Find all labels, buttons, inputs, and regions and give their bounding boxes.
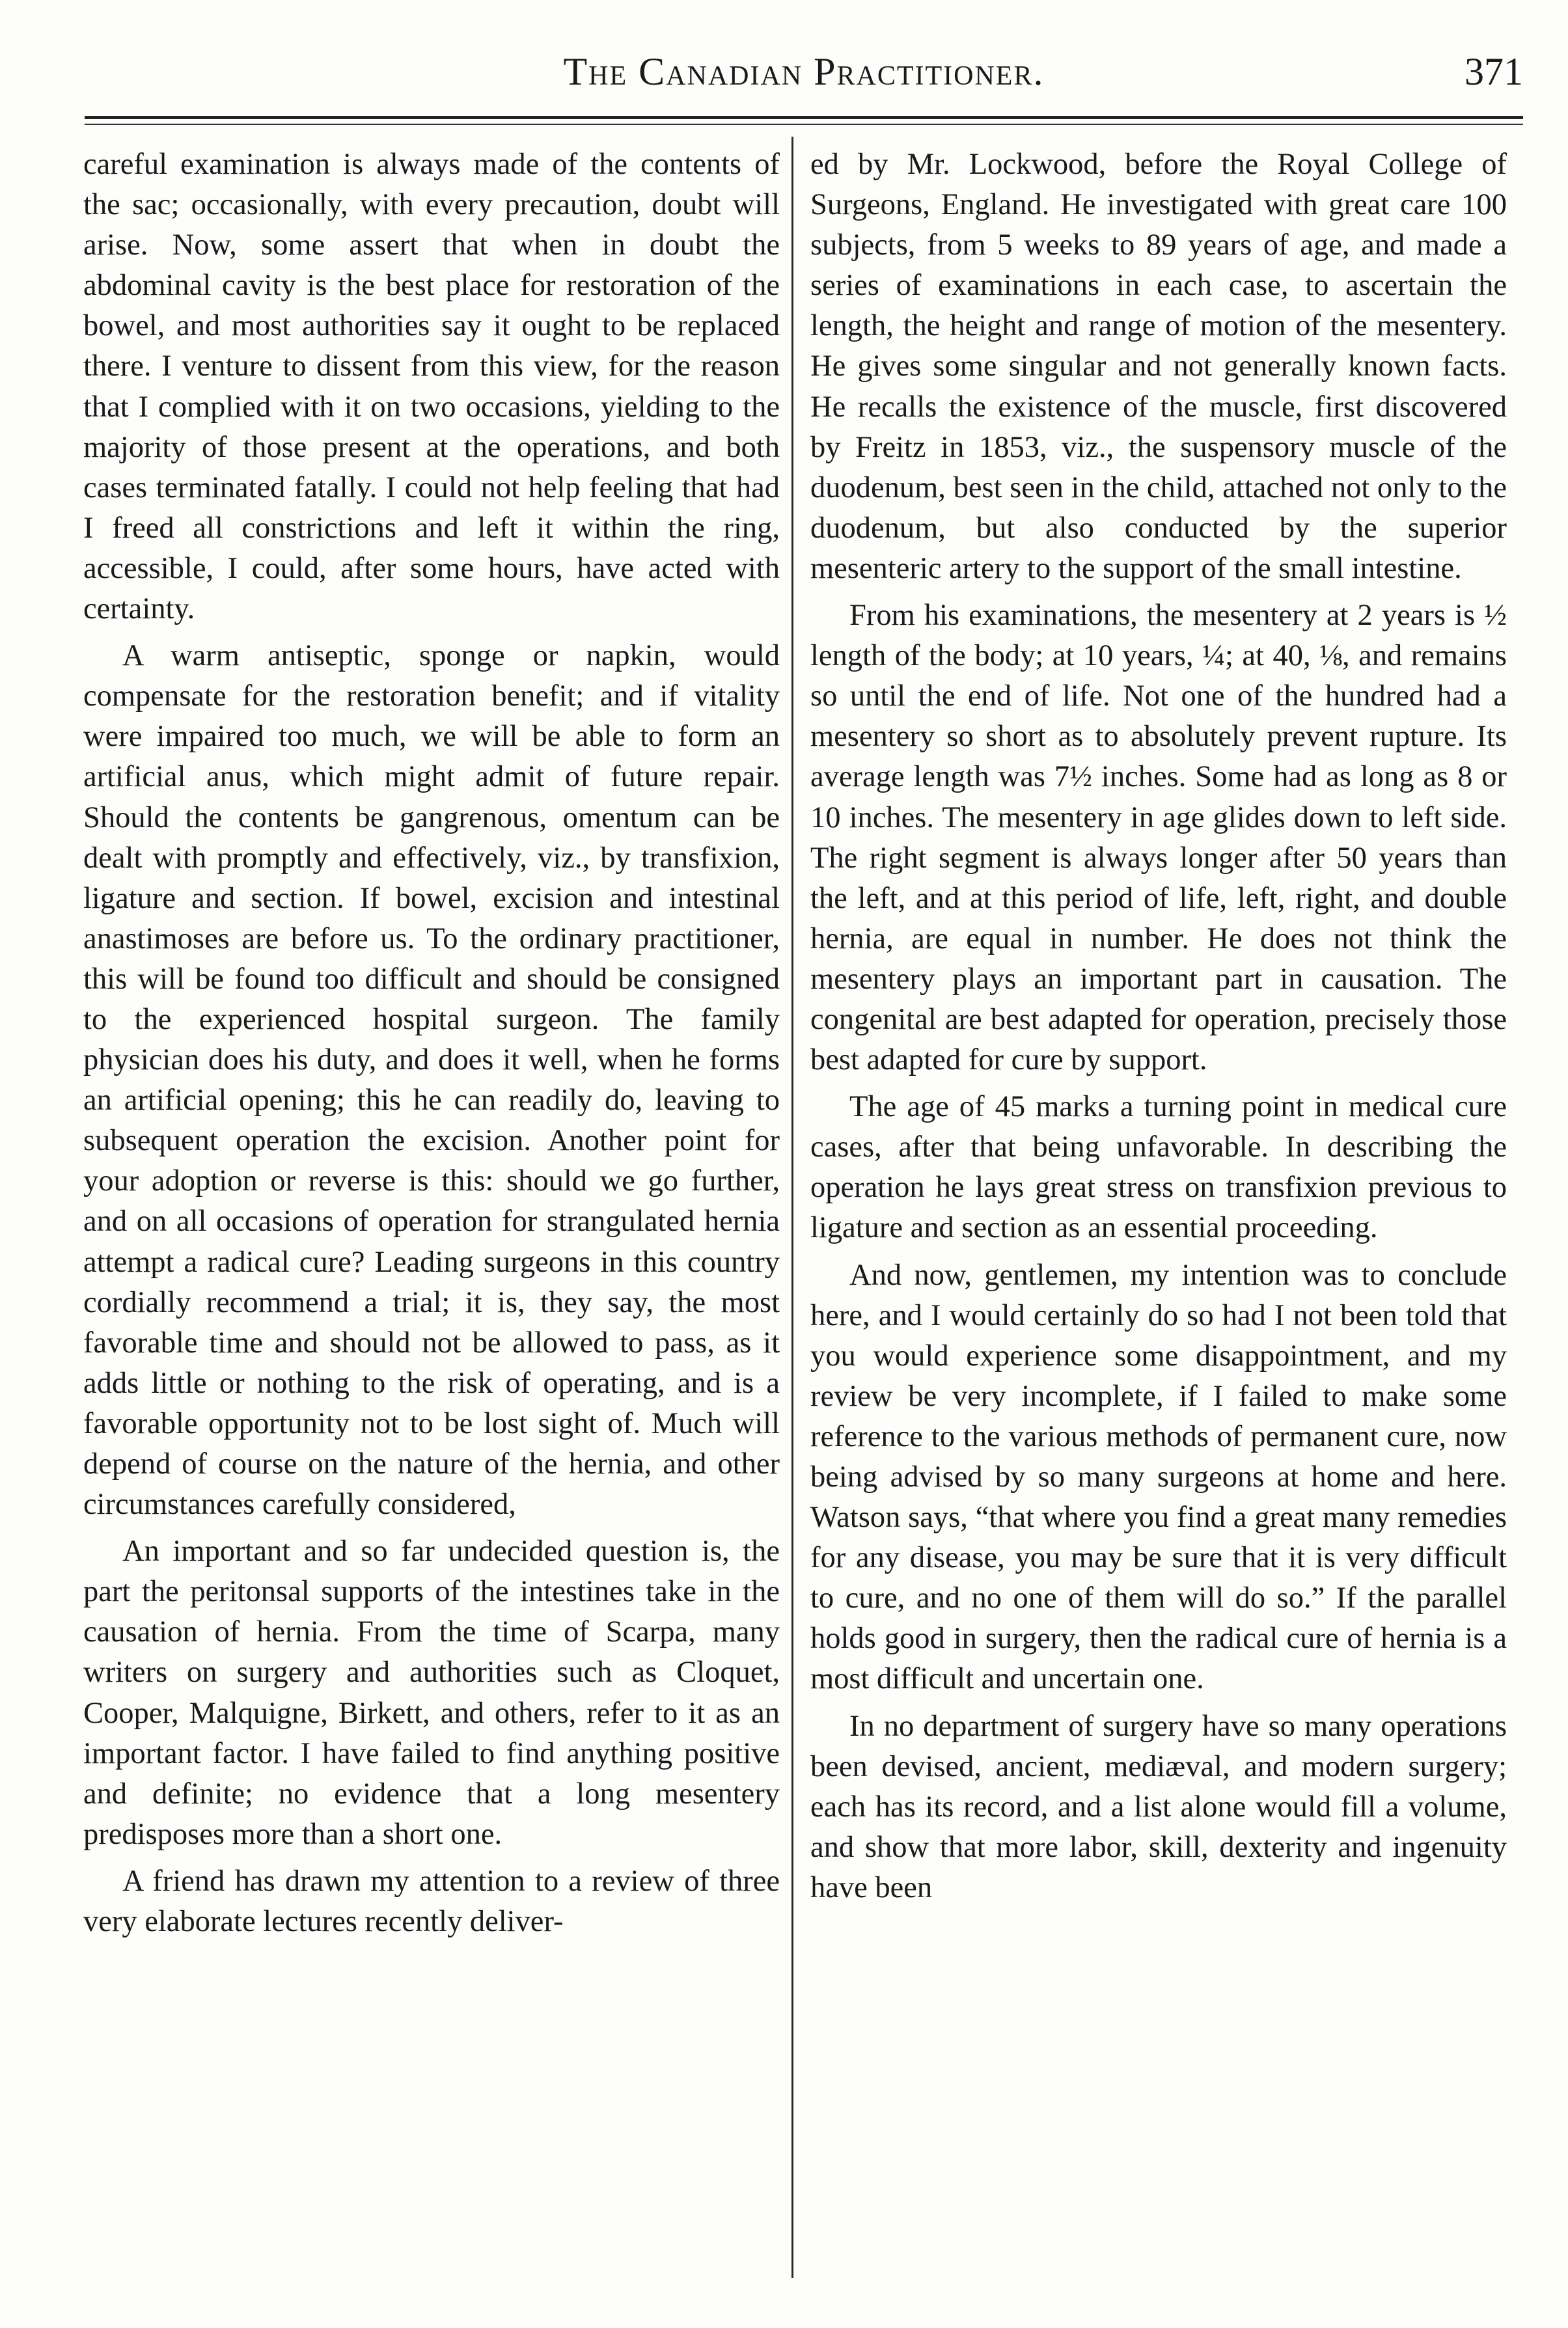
column-divider	[791, 137, 793, 2278]
paragraph: A warm antiseptic, sponge or napkin, would compensate for the restoration benefit; and if vitality were impaired too much, we will be able to form an artificial anus, which might admit of future repair. Should the contents be gangrenous, omentum can be dealt with promptly and effectively, viz., by transfixion, ligature and section. If bowel, excision and intestinal anastimoses are before us. To the ordinary practitioner, this will be found too difficult and should be consigned to the experienced hospital surgeon. The family physician does his duty, and does it well, when he forms an artificial opening; this he can readily do, leaving to subsequent operation the excision. Another point for your adoption or reverse is this: should we go further, and on all occasions of operation for strangulated hernia attempt a radical cure? Leading surgeons in this country cordially recommend a trial; it is, they say, the most favorable time and should not be allowed to pass, as it adds little or nothing to the risk of operating, and is a favorable opportunity not to be lost sight of. Much will depend of course on the nature of the hernia, and other circumstances carefully considered,	[83, 639, 780, 1522]
paragraph: An important and so far undecided question is, the part the peritonsal supports of the intestines take in the causation of hernia. From the time of Scarpa, many writers on surgery and authorities such as Cloquet, Cooper, Malquigne, Birkett, and others, refer to it as an important factor. I have failed to find anything positive and definite; no evidence that a long mesentery predisposes more than a short one.	[83, 1535, 780, 1851]
journal-title: The Canadian Practitioner.	[563, 50, 1045, 93]
paragraph: The age of 45 marks a turning point in medical cure cases, after that being unfavorable. In describing the operation he lays great stress on transfixion previous to ligature and section as an essential proceeding.	[810, 1090, 1507, 1245]
paragraph: And now, gentlemen, my intention was to conclude here, and I would certainly do so had I not been told that you would experience some disappointment, and my review be very incomplete, if I failed to make some reference to the various methods of permanent cure, now being advised by so many surgeons at home and here. Watson says, “that where you find a great many remedies for any disease, you may be sure that it is very difficult to cure, and no one of them will do so.” If the parallel holds good in surgery, then the radical cure of hernia is a most difficult and uncertain one.	[810, 1258, 1507, 1696]
left-column	[83, 144, 780, 1949]
paragraph: From his examinations, the mesentery at 2 years is ½ length of the body; at 10 years, ¼; at 40, ⅛, and remains so until the end of life. Not one of the hundred had a mesentery so short as to absolutely prevent rupture. Its average length was 7½ inches. Some had as long as 8 or 10 inches. The mesentery in age glides down to left side. The right segment is always longer after 50 years than the left, and at this period of life, left, right, and double hernia, are equal in number. He does not think the mesentery plays an important part in causation. The congenital are best adapted for operation, precisely those best adapted for cure by support.	[810, 599, 1507, 1077]
header-rule-thick	[85, 116, 1523, 119]
paragraph: careful examination is always made of the contents of the sac; occasionally, with every precaution, doubt will arise. Now, some assert that when in doubt the abdominal cavity is the best place for restoration of the bowel, and most authorities say it ought to be replaced there. I venture to dissent from this view, for the reason that I complied with it on two occasions, yielding to the majority of those present at the operations, and both cases terminated fatally. I could not help feeling that had I freed all constrictions and left it within the ring, accessible, I could, after some hours, have acted with certainty.	[83, 148, 780, 626]
running-head	[85, 40, 1523, 112]
paragraph: A friend has drawn my attention to a review of three very elaborate lectures recently deliver-	[83, 1864, 780, 1939]
right-column	[810, 144, 1507, 1915]
page-number: 371	[1465, 50, 1523, 93]
paragraph: ed by Mr. Lockwood, before the Royal College of Surgeons, England. He investigated with great care 100 subjects, from 5 weeks to 89 years of age, and made a series of examinations in each case, to ascertain the length, the height and range of motion of the mesentery. He gives some singular and not generally known facts. He recalls the existence of the muscle, first discovered by Freitz in 1853, viz., the suspensory muscle of the duodenum, best seen in the child, attached not only to the duodenum, but also conducted by the superior mesenteric artery to the support of the small intestine.	[810, 148, 1507, 585]
header-rule-thin	[85, 124, 1523, 125]
paragraph: In no department of surgery have so many operations been devised, ancient, mediæval, and modern surgery; each has its record, and a list alone would fill a volume, and show that more labor, skill, dexterity and ingenuity have been	[810, 1709, 1507, 1904]
